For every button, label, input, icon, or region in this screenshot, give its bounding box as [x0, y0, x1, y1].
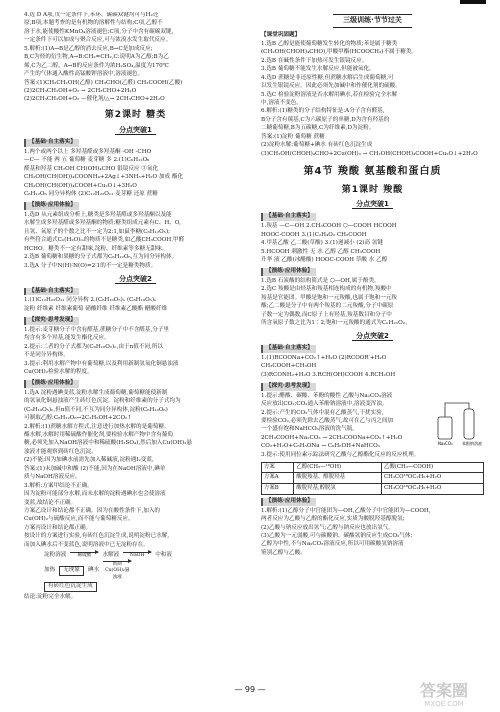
scheme-diagram [44, 552, 247, 592]
section-explore [261, 383, 484, 391]
tail-line: 因为淀粉可能部分水解,而未水解的淀粉遇碘水也会使溶液 [24, 491, 166, 498]
page-number-value: 99 [244, 684, 256, 694]
classroom-line: (2)淀粉水解:葡萄糖+碘水 有砖红色沉淀生成 [261, 142, 373, 149]
scheme-arrow-label: 加热 [44, 566, 56, 573]
intro-line: 烯,C为乙二醇。A→B的反应条件为浓H₂SO₄,温度为170℃ [24, 62, 169, 69]
section-label: 【演练·应用体验】 [24, 202, 79, 210]
tail-line: 方案乙设计和结论都不正确。因为在酸性条件下,加入的 [24, 507, 161, 514]
solution-line: 答案:(1)未加碱中和酸 (2)不能,因为在NaOH溶液中,碘单 [24, 465, 166, 472]
basic-line: 1.(1)C₁₂H₂₂O₁₁ 同分异构 2.(C₆H₁₀O₅)ₙ (C₆H₁₀O₅)ₙ [24, 297, 157, 304]
flask-shape [438, 417, 452, 439]
practice-line: 2.选B 葡萄糖和果糖的分子式都为C₆H₁₂O₆,互为同分异构体。 [24, 254, 178, 261]
intro-line: 溶于水,能使酸性KMnO₄溶液褪色;C项,分子中含有碳碳双键, [24, 28, 174, 35]
top-bar-decoration [460, 0, 486, 4]
section-label: 【基础·自主落实】 [261, 213, 316, 221]
scheme-node: 中和液 [155, 551, 172, 558]
classroom-line: 2.选B 在碱性条件下加热可发生银镜反应。 [261, 57, 368, 64]
apparatus-label: Na₂CO₃ [438, 440, 453, 446]
practice-line: (3)乙酸为一元弱酸,可与碳酸钠、碳酸氢钠反应生成CO₂气体; [261, 532, 413, 539]
basic-line: 醛基和羟基 CH₂OH CH(OH)₄CHO 银镜反应 ③氧化 [24, 165, 159, 172]
classroom-line: 3.选B 葡萄糖不能发生水解反应,但能被氧化。 [261, 66, 375, 73]
level3-heading [261, 14, 484, 28]
table-header-cell: 乙醇(CH₃—¹⁸OH) [294, 462, 382, 473]
scheme-node: 水解液 [102, 551, 120, 558]
table-cell: 方案B [262, 484, 294, 495]
explore-line: CO₂+H₂O+C₆H₅ONa → C₆H₅OH+NaHCO₃ [261, 443, 380, 450]
explore-line: 不是同分异构体。 [24, 352, 69, 359]
breakthrough-heading [24, 126, 247, 136]
explore-line: 要检验CO₂,必须先除去乙酸蒸气,故可在乙与丙之间加 [261, 418, 394, 425]
practice-line: 子数一定为偶数,而C原子上有羟基,羧基数目和分子中 [261, 311, 392, 318]
tail-line: 变蓝,故结论不正确。 [24, 499, 77, 506]
practice-line: 1.选A 淀粉遇碘变蓝,淀粉水解生成葡萄糖,葡萄糖能使新制 [24, 389, 168, 396]
solution-line: 质与NaOH溶液反应。 [24, 474, 81, 481]
practice-line: (2)乙酸与钠反应放出氢气;乙醇与钠反应也放出氢气。 [261, 524, 394, 531]
practice-line: 两者反应为乙酸与乙醇的酯化反应,实质为酸脱羟基醇脱氢; [261, 516, 405, 523]
page-number: — 99 — [234, 684, 266, 694]
explore-line: 1.提示:醋酸、碳酸、苯酚的酸性 乙酸与Na₂CO₃溶液 [261, 392, 393, 399]
table-cell: 酸脱羟基,醇脱氢 [294, 484, 382, 495]
tube-shape [464, 409, 474, 439]
right-column [261, 12, 484, 682]
classroom-line: 答案:(1)淀粉 葡萄糖 蔗糖 [261, 133, 325, 140]
explore-line: Cu(OH)₂检验水解的程度。 [24, 368, 93, 375]
table-cell: CH₃CO¹⁸OC₂H₅+H₂O [382, 473, 484, 484]
tail-line: 而加入碘水后不变蓝色,说明溶液中已无淀粉存在。 [24, 541, 149, 548]
lesson-title: 第2课时 糖类 [104, 110, 167, 121]
intro-line: 4.选 D A项,戊一定条件下,苯环、碳碳双键均可与H₂还 [24, 12, 159, 18]
conclusion-line: 结论:淀粉完全水解。 [24, 594, 77, 601]
explore-line: 反应放出CO₂;CO₂通入苯酚钠溶液中,溶液变浑浊。 [261, 401, 388, 408]
practice-line: 可制取乙醇:C₆H₁₂O₆→2C₂H₅OH+2CO₂↑ [24, 415, 132, 422]
breakthrough-label: 分点突破1 [352, 200, 393, 209]
classroom-line: (CH₂OH(CHOH)₄CHO),甲酸甲酯(HCOOCH₃)不属于糖类。 [261, 49, 418, 56]
section-practice [261, 268, 484, 276]
scheme-arrow-label: NaOH [129, 552, 145, 558]
apparatus-label: 苯酚钠溶液 [462, 440, 482, 446]
basic-line: 5.HCOOH 刺激性 无 水 乙醇 乙醇 CH₃COOH [261, 248, 381, 255]
practice-line: 鉴别乙醇与乙酸。 [261, 549, 306, 556]
section-basic [24, 288, 247, 296]
practice-line: 3.选A 分子中N(H)∶N(O)=2∶1的不一定是糖类物质。 [24, 262, 157, 269]
scheme-arrow-label: 稀硫酸 [77, 552, 92, 558]
practice-line: 且氢、氧原子的个数之比不一定为2:1,如鼠李糖(C₆H₁₂O₅); [24, 228, 171, 235]
watermark-title: 答案圈 [419, 681, 469, 700]
basic-line: 升华 液 乙酸(冰醋酸) HOOC-COOH 草酸 水 乙醇 [261, 257, 388, 264]
basic-line: —C— 不能 两 五 葡萄糖 麦芽糖 多 2.(1)C₆H₁₂O₆ [24, 157, 150, 164]
basic-line: HOOC-COOH 3.(1)C₂H₄O₂ CH₂COOH [261, 231, 367, 238]
intro-line: 一定条件下可以加成与聚合反应,可与浓溴水发生取代反应。 [24, 37, 172, 44]
classroom-line: 以发生银镜反应。因此必须先加碱中和作催化剂的硫酸。 [261, 83, 401, 90]
practice-line: 羧基是官能团。甲酸是饱和一元羧酸,也属于饱和一元羧 [261, 294, 398, 301]
scheme-box: 无现象 [59, 566, 84, 576]
table-header-row [262, 462, 484, 473]
solution-line: 糖,必须先加入NaOH溶液中和稀硫酸(H₂SO₄),然后加入Cu(OH)₂悬 [24, 440, 193, 447]
basic-line: CH₃COOH+CH₃OH [261, 363, 317, 370]
tail-line: 方案丙设计和结论都正确。 [24, 524, 92, 531]
level3-title: 三级训练·节节过关 [333, 14, 412, 28]
practice-line: 有些符合通式Cₙ(H₂O)ₘ的物质不是糖类,如乙酸CH₃COOH,甲醛 [24, 237, 185, 244]
practice-line: 的氢氧化铜悬浊液产生砖红色沉淀。淀粉和纤维素的分子式均为 [24, 398, 181, 405]
practice-line: 乙醇为中性,不与Na₂CO₃溶液反应,所以可用碳酸氢钠溶液 [261, 541, 404, 548]
basic-line: 1.两个或两个以上 多羟基醛或多羟基酮 -OH -CHO [24, 148, 152, 155]
practice-line: 1.解析:(1)乙醇分子中官能团为—OH,乙酸分子中官能团为—COOH, [261, 507, 431, 514]
watermark-url: MXQE.COM [424, 700, 464, 708]
explore-line: 一个盛有饱和NaHCO₃溶液的洗气瓶。 [261, 426, 358, 433]
chapter-title: 第4节 羧酸 氨基酸和蛋白质 [303, 165, 442, 177]
breakthrough-label: 分点突破1 [115, 126, 156, 135]
intro-line: B,C为烃的衍生物,A→B:CH₂=CH₂,C:说明A为乙醇;B为乙 [24, 54, 169, 61]
basic-line: 1.(1)RCOONa+CO₂↑+H₂O (2)RCOOR′+H₂O [261, 354, 387, 361]
scheme-arrow-label: 碘水 [88, 566, 100, 573]
scheme-box: 有砖红色沉淀生成 [44, 582, 97, 592]
explore-line: 2CH₃COOH+Na₂CO₃ → 2CH₃COONa+CO₂↑+H₂O [261, 434, 403, 441]
explore-line: 3.提示:利用水解产物中有葡萄糖,以及利用新制氢氧化铜悬浊液 [24, 360, 179, 367]
solution-line: 2.解析:(1)蔗糖水解方程式,注意进行加热水解的是葡萄糖。 [24, 423, 170, 430]
practice-line: 1.选B 石炭酸的结构简式是 ⬡—OH,属于酚类。 [261, 277, 380, 284]
table-header-cell: 乙酸(CH₃—COOH) [382, 462, 484, 473]
scheme-arrow-label: 新制Cu(OH)₂悬浊液 [105, 561, 130, 580]
scheme-arrow [103, 561, 131, 582]
section-label: 【基础·自主落实】 [24, 139, 79, 147]
explore-line: 2.提示:产生的CO₂气体中混有乙酸蒸气,干扰实验, [261, 409, 384, 416]
basic-line: CH₂OH(CH(OH))₄COONH₄+2Ag↓+3NH₃+H₂O 加成 酯化 [24, 174, 184, 181]
practice-line: 所含氧原子数之比为1∶2;饱和一元羧酸的通式为CₙH₂ₙO₂。 [261, 320, 411, 327]
table-header-cell: 方案 [262, 462, 294, 473]
solution-line: (2)不能;因为加碘水前需先加入稀碱液,淀粉遇I₂变蓝, [24, 457, 154, 464]
connector-shape [445, 403, 469, 417]
breakthrough-heading [24, 275, 247, 285]
scheme-row [44, 561, 247, 582]
tail-line: 3.解析:方案甲结论不正确。 [24, 482, 93, 489]
explore-line: 2.提示:二者的分子式都为(C₆H₁₀O₅)ₙ,由于n值不同,所以 [24, 343, 163, 350]
reaction-line: (2)2CH₃CH₂OH+O₂ —催化剂/△→ 2CH₃CHO+2H₂O [24, 96, 165, 103]
lesson-title: 第1课时 羧酸 [341, 184, 404, 195]
breakthrough-label: 分点突破2 [352, 332, 393, 341]
page-content [24, 12, 484, 682]
scheme-row [44, 552, 247, 560]
section-practice [261, 498, 484, 506]
breakthrough-label: 分点突破2 [115, 275, 156, 284]
explore-line: 均含有多个羟基,能发生酯化反应。 [24, 335, 110, 342]
section-explore [24, 317, 247, 325]
watermark-logo [396, 678, 492, 708]
section-label: 【演练·应用体验】 [261, 498, 316, 506]
classroom-line: 5.选C 检验淀粉溶液是否水解用碘水,若在检验完全水解 [261, 91, 398, 98]
classroom-line: B分子含有羰基,C为六碳原子的单糖,D为含有羟基的 [261, 116, 390, 123]
classroom-line: 二糖葡萄糖,B为五碳糖,C为纤维素,D为淀粉。 [261, 125, 375, 132]
basic-line: 淀粉 纤维素 纤维素葡萄 硝酸纤维 纤维素乙酸酯 醋酸纤维 [24, 305, 168, 312]
table-cell: 方案A [262, 473, 294, 484]
section-label: 【演练·应用体验】 [261, 268, 316, 276]
section-basic [24, 139, 247, 147]
classroom-line: 1.选B 乙醇是能使葡萄糖发生转化的物质;苯是属于糖类 [261, 40, 398, 47]
explore-line: 1.提示:麦芽糖分子中含有醛基,蔗糖分子中不含醛基,分子里 [24, 326, 170, 333]
classroom-line: (3)CH₂OH(CHOH)₄CHO+2Cu(OH)₂ → CH₂OH(CHOH)₄COOH+Cu₂O↓+2H₂O [261, 150, 478, 157]
section-label: 【探究·思考发现】 [24, 317, 79, 325]
intro-line: 原,B项,本题考查的是有机物的溶解性与结构;C项,乙醇不 [24, 20, 163, 27]
practice-line: 1.选D 从元素组成分析上,糖类是多羟基醛或多羟基酮以及能 [24, 212, 172, 219]
section-label: 【探究·思考发现】 [261, 383, 316, 391]
tail-line: Cu(OH)₂与硫酸反应,而不能与葡萄糖反应。 [24, 516, 134, 523]
apparatus-illustration [434, 395, 484, 447]
practice-line: 酸;乙二酸是分子中有两个羧基的二元羧酸,分子中碳原 [261, 303, 394, 310]
section-label: 【基础·自主落实】 [24, 288, 79, 296]
section-practice [24, 380, 247, 388]
section-label: 【演练·应用体验】 [24, 380, 79, 388]
solution-line: 酯水解,水解时用稀硫酸作催化剂,要检验水解产物中含有葡萄 [24, 432, 173, 439]
table-row [262, 484, 484, 495]
solution-line: 浊液才能观察到砖红色沉淀。 [24, 448, 97, 455]
intro-line: 5.解析:(1)A→B是乙醇的消去反应,B→C是加成反应; [24, 45, 153, 52]
basic-line: (3)RCONH₂+H₂O 3.RCH(OH)COOH 4.RCH₂OH [261, 371, 396, 378]
basic-line: 4.甲基乙酸 乙二酸(草酸) 3.(1)递减小 (2)高 氢键 [261, 240, 383, 247]
section-practice [24, 202, 247, 210]
basic-line: CH₂OH(CH(OH))₄COOH+Cu₂O↓+3H₂O [24, 182, 137, 189]
breakthrough-heading [261, 200, 484, 210]
explore-line: 3.提示:使用同位素示踪法研究乙酸与乙醇酯化反应的反应机理。 [261, 451, 420, 458]
basic-line: 1.羧基 —C—OH 2.CH₃COOH ⬡—COOH HCOOH [261, 223, 397, 230]
section-basic [261, 345, 484, 353]
scheme-node: 淀粉溶液 [44, 551, 67, 558]
table-cell: CH₃CO¹⁸OC₂H₅+H₂O [382, 484, 484, 495]
classroom-label: 【课堂巩固题】 [261, 31, 301, 38]
section-label: 【基础·自主落实】 [261, 345, 316, 353]
tail-line: 按设计的方案进行实验,有砖红色沉淀生成,说明淀粉已水解, [24, 533, 170, 540]
section-basic [261, 213, 484, 221]
intro-line: (2)2CH₃CH₂OH+O₂ → 2CH₃CHO+2H₂O [24, 87, 137, 94]
practice-line: (C₆H₁₀O₅)ₙ,但n值不同,不互为同分异构体,淀粉(C₆H₁₂O₆) [24, 406, 168, 413]
table-cell: 酸脱羧基、醇脱羟基 [294, 473, 382, 484]
breakthrough-heading [261, 332, 484, 342]
mechanism-table [261, 462, 484, 495]
classroom-line: 中,溶液不变色。 [261, 99, 302, 106]
classroom-line: 6.解析:(1)糖类的分子结构特征是:A分子含有醛基, [261, 108, 385, 115]
practice-line: 水解生成多羟基醛或多羟基酮的物质;糖类组成元素有C、H、O, [24, 220, 181, 227]
table-row [262, 473, 484, 484]
basic-line: C₆H₁₂O₆ 同分异构体 (2)C₁₂H₂₂O₁₁ 麦芽糖 还原 蔗糖 [24, 191, 158, 198]
intro-line: 产生的气体通入酸性高锰酸钾溶液中,溶液褪色。 [24, 71, 144, 78]
left-column [24, 12, 247, 682]
practice-line: HCHO。糖类不一定有甜味,淀粉、纤维素等多糖无甜味。 [24, 245, 168, 252]
intro-line: 答案:(1)CH₃CH₂OH(乙醇) CH₃CHO(乙醛) CH₃COOH(乙酸) [24, 79, 183, 86]
scheme-row [44, 582, 247, 592]
practice-line: 2.选C 羧酸是由烃基和羧基相连构成的有机物,羧酸中 [261, 286, 392, 293]
classroom-line: 4.选D 蔗糖是非还原性糖,但蔗糖水解后生成葡萄糖,可 [261, 74, 394, 81]
scheme-arrow [70, 552, 98, 560]
